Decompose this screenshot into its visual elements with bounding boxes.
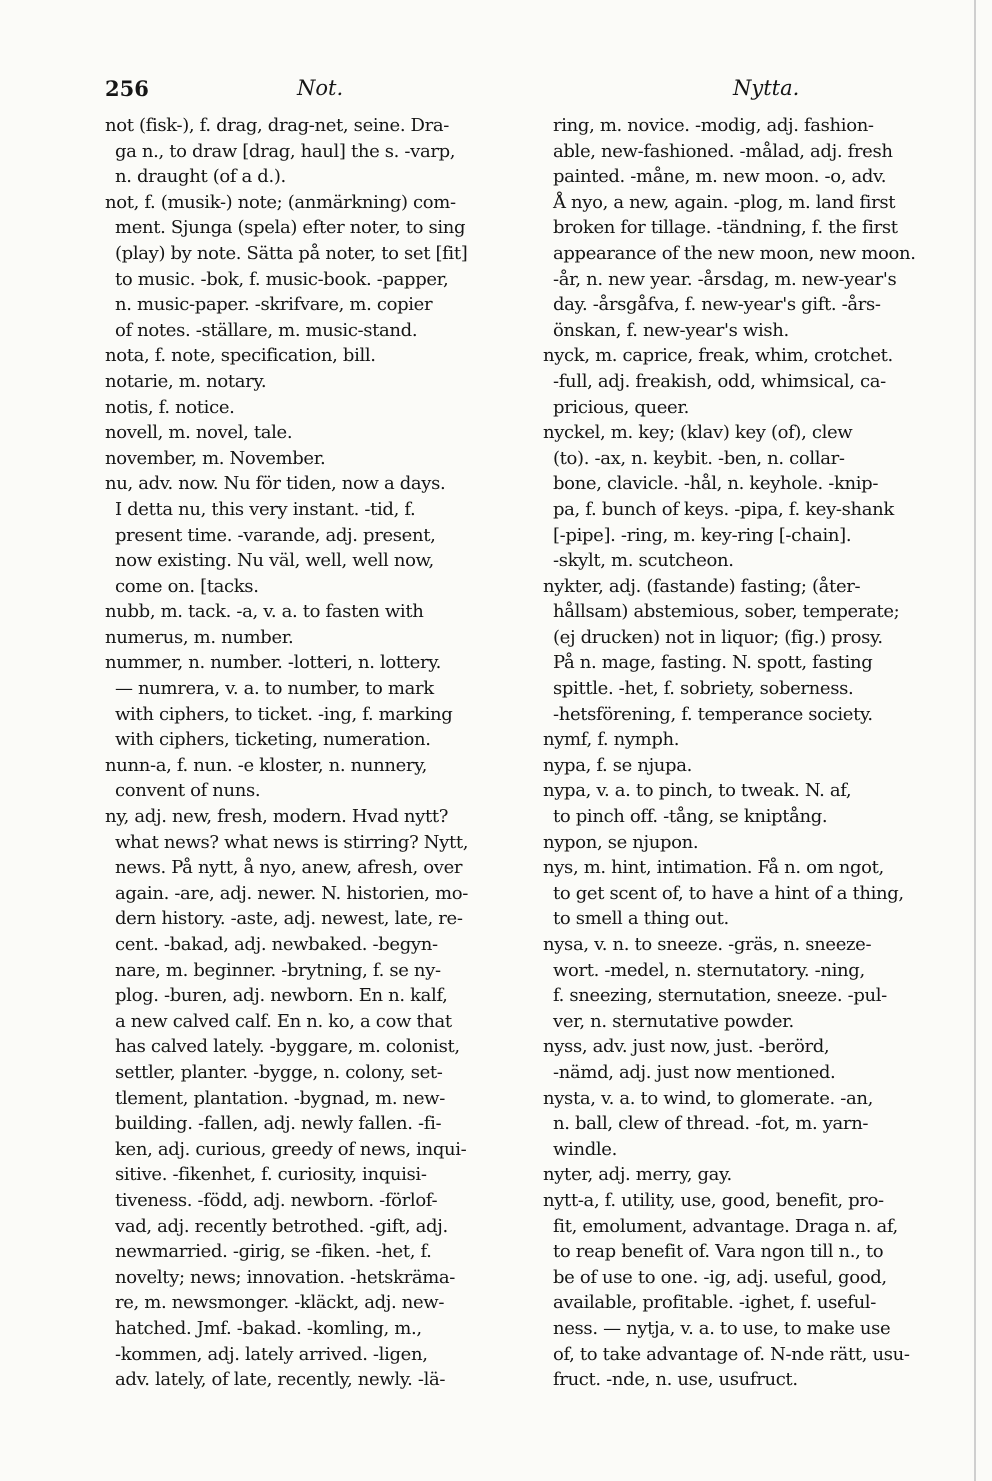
entry-line: tlement, plantation. -bygnad, m. new- [115, 1087, 445, 1109]
right-guide-word: Nytta. [733, 76, 800, 100]
entry-line: ga n., to draw [drag, haul] the s. -varp, [115, 140, 456, 162]
entry-line: hållsam) abstemious, sober, temperate; [553, 601, 900, 623]
entry-line: again. -are, adj. newer. N. historien, mo- [115, 882, 468, 904]
entry-line: [-pipe]. -ring, m. key-ring [-chain]. [553, 524, 852, 546]
entry-line: november, m. November. [105, 447, 326, 469]
entry-line: what news? what news is stirring? Nytt, [115, 831, 469, 853]
right-column [543, 113, 968, 1393]
entry-line: -år, n. new year. -årsdag, m. new-year's [553, 268, 897, 290]
entry-line: ment. Sjunga (spela) efter noter, to sing [115, 217, 466, 239]
entry-line: adv. lately, of late, recently, newly. -lä- [115, 1369, 446, 1391]
entry-line: -hetsförening, f. temperance society. [553, 703, 873, 725]
entry-line: ness. — nytja, v. a. to use, to make use [553, 1317, 891, 1339]
entry-line: news. På nytt, å nyo, anew, afresh, over [115, 857, 463, 879]
entry-line: (play) by note. Sätta på noter, to set [fit] [115, 242, 468, 264]
entry-line: novelty; news; innovation. -hetskräma- [115, 1266, 456, 1288]
entry-line: nyck, m. caprice, freak, whim, crotchet. [543, 345, 893, 367]
entry-line: of, to take advantage of. N-nde rätt, usu- [553, 1343, 910, 1365]
entry-line: (ej drucken) not in liquor; (fig.) prosy. [553, 626, 883, 648]
entry-line: with ciphers, to ticket. -ing, f. marking [115, 703, 453, 725]
entry-line: with ciphers, ticketing, numeration. [115, 729, 431, 751]
entry-line: windle. [553, 1138, 617, 1160]
entry-line: has calved lately. -byggare, m. colonist, [115, 1036, 460, 1058]
page-number: 256 [105, 76, 149, 101]
entry-line: wort. -medel, n. sternutatory. -ning, [553, 959, 865, 981]
entry-line: broken for tillage. -tändning, f. the first [553, 217, 898, 239]
entry-line: nypa, v. a. to pinch, to tweak. N. af, [543, 780, 852, 802]
entry-line: nummer, n. number. -lotteri, n. lottery. [105, 652, 442, 674]
entry-line: -nämd, adj. just now mentioned. [553, 1061, 836, 1083]
entry-line: novell, m. novel, tale. [105, 422, 293, 444]
left-guide-word: Not. [297, 76, 344, 100]
entry-line: nymf, f. nymph. [543, 729, 680, 751]
left-column [105, 113, 530, 1393]
entry-line: fit, emolument, advantage. Draga n. af, [553, 1215, 898, 1237]
entry-line: n. ball, clew of thread. -fot, m. yarn- [553, 1113, 869, 1135]
entry-line: ring, m. novice. -modig, adj. fashion- [553, 115, 874, 136]
entry-line: -full, adj. freakish, odd, whimsical, ca- [553, 370, 886, 392]
entry-line: convent of nuns. [115, 780, 261, 802]
entry-line: nysta, v. a. to wind, to glomerate. -an, [543, 1087, 873, 1109]
entry-line: now existing. Nu väl, well, well now, [115, 550, 434, 572]
entry-line: notarie, m. notary. [105, 370, 267, 392]
entry-line: settler, planter. -bygge, n. colony, set- [115, 1061, 443, 1083]
entry-line: nys, m. hint, intimation. Få n. om ngot, [543, 857, 884, 879]
entry-line: pa, f. bunch of keys. -pipa, f. key-shank [553, 498, 894, 520]
running-header [105, 76, 967, 106]
entry-line: nypon, se njupon. [543, 831, 699, 853]
entry-line: nubb, m. tack. -a, v. a. to fasten with [105, 601, 424, 623]
entry-line: nunn-a, f. nun. -e kloster, n. nunnery, [105, 754, 427, 776]
entry-line: ken, adj. curious, greedy of news, inqui- [115, 1138, 467, 1160]
entry-line: tiveness. -född, adj. newborn. -förlof- [115, 1189, 438, 1211]
entry-line: nyckel, m. key; (klav) key (of), clew [543, 422, 853, 444]
entry-line: appearance of the new moon, new moon. [553, 242, 916, 264]
entry-line: not (fisk-), f. drag, drag-net, seine. Dra- [105, 115, 450, 136]
page-edge [974, 0, 976, 1481]
entry-line: a new calved calf. En n. ko, a cow that [115, 1010, 452, 1032]
entry-line: to smell a thing out. [553, 908, 729, 930]
entry-line: Å nyo, a new, again. -plog, m. land first [553, 191, 896, 213]
entry-line: present time. -varande, adj. present, [115, 524, 436, 546]
entry-line: nare, m. beginner. -brytning, f. se ny- [115, 959, 441, 981]
entry-line: hatched. Jmf. -bakad. -komling, m., [115, 1317, 422, 1339]
entry-line: dern history. -aste, adj. newest, late, re- [115, 908, 463, 930]
entry-line: sitive. -fikenhet, f. curiosity, inquisi- [115, 1164, 427, 1186]
entry-line: -kommen, adj. lately arrived. -ligen, [115, 1343, 428, 1365]
entry-line: newmarried. -girig, se -fiken. -het, f. [115, 1241, 432, 1263]
entry-line: pricious, queer. [553, 396, 690, 418]
entry-line: nypa, f. se njupa. [543, 754, 692, 776]
entry-line: n. draught (of a d.). [115, 166, 286, 188]
entry-line: plog. -buren, adj. newborn. En n. kalf, [115, 985, 448, 1007]
entry-line: nu, adv. now. Nu för tiden, now a days. [105, 473, 446, 495]
entry-line: På n. mage, fasting. N. spott, fasting [553, 652, 873, 674]
entry-line: bone, clavicle. -hål, n. keyhole. -knip- [553, 473, 879, 495]
entry-line: to get scent of, to have a hint of a thing, [553, 882, 904, 904]
entry-line: cent. -bakad, adj. newbaked. -begyn- [115, 934, 438, 955]
entry-line: re, m. newsmonger. -kläckt, adj. new- [115, 1292, 445, 1314]
entry-line: fruct. -nde, n. use, usufruct. [553, 1369, 798, 1391]
entry-line: nysa, v. n. to sneeze. -gräs, n. sneeze- [543, 934, 872, 955]
entry-line: building. -fallen, adj. newly fallen. -fi- [115, 1113, 442, 1135]
entry-line: available, profitable. -ighet, f. useful- [553, 1292, 876, 1314]
entry-line: vad, adj. recently betrothed. -gift, adj. [115, 1215, 448, 1237]
entry-line: of notes. -ställare, m. music-stand. [115, 319, 418, 341]
entry-line: nykter, adj. (fastande) fasting; (åter- [543, 575, 861, 597]
entry-line: I detta nu, this very instant. -tid, f. [115, 498, 416, 520]
entry-line: notis, f. notice. [105, 396, 235, 418]
entry-line: nyss, adv. just now, just. -berörd, [543, 1036, 830, 1058]
entry-line: able, new-fashioned. -målad, adj. fresh [553, 140, 893, 162]
entry-line: to music. -bok, f. music-book. -papper, [115, 268, 449, 290]
entry-line: ny, adj. new, fresh, modern. Hvad nytt? [105, 806, 449, 828]
entry-line: f. sneezing, sternutation, sneeze. -pul- [553, 985, 887, 1007]
entry-line: (to). -ax, n. keybit. -ben, n. collar- [553, 447, 845, 469]
entry-line: painted. -måne, m. new moon. -o, adv. [553, 166, 887, 188]
entry-line: numerus, m. number. [105, 626, 294, 648]
entry-line: to pinch off. -tång, se kniptång. [553, 806, 828, 828]
entry-line: not, f. (musik-) note; (anmärkning) com- [105, 191, 456, 213]
entry-line: come on. [tacks. [115, 575, 259, 597]
entry-line: ver, n. sternutative powder. [553, 1010, 794, 1032]
entry-line: nytt-a, f. utility, use, good, benefit, pro- [543, 1189, 884, 1211]
entry-line: to reap benefit of. Vara ngon till n., to [553, 1241, 884, 1263]
entry-line: -skylt, m. scutcheon. [553, 550, 734, 572]
entry-line: n. music-paper. -skrifvare, m. copier [115, 294, 433, 316]
entry-line: önskan, f. new-year's wish. [553, 319, 789, 341]
entry-line: — numrera, v. a. to number, to mark [115, 678, 434, 700]
entry-line: spittle. -het, f. sobriety, soberness. [553, 678, 854, 700]
entry-line: be of use to one. -ig, adj. useful, good, [553, 1266, 887, 1288]
entry-line: nyter, adj. merry, gay. [543, 1164, 732, 1186]
entry-line: nota, f. note, specification, bill. [105, 345, 376, 367]
entry-line: day. -årsgåfva, f. new-year's gift. -års- [553, 294, 881, 316]
